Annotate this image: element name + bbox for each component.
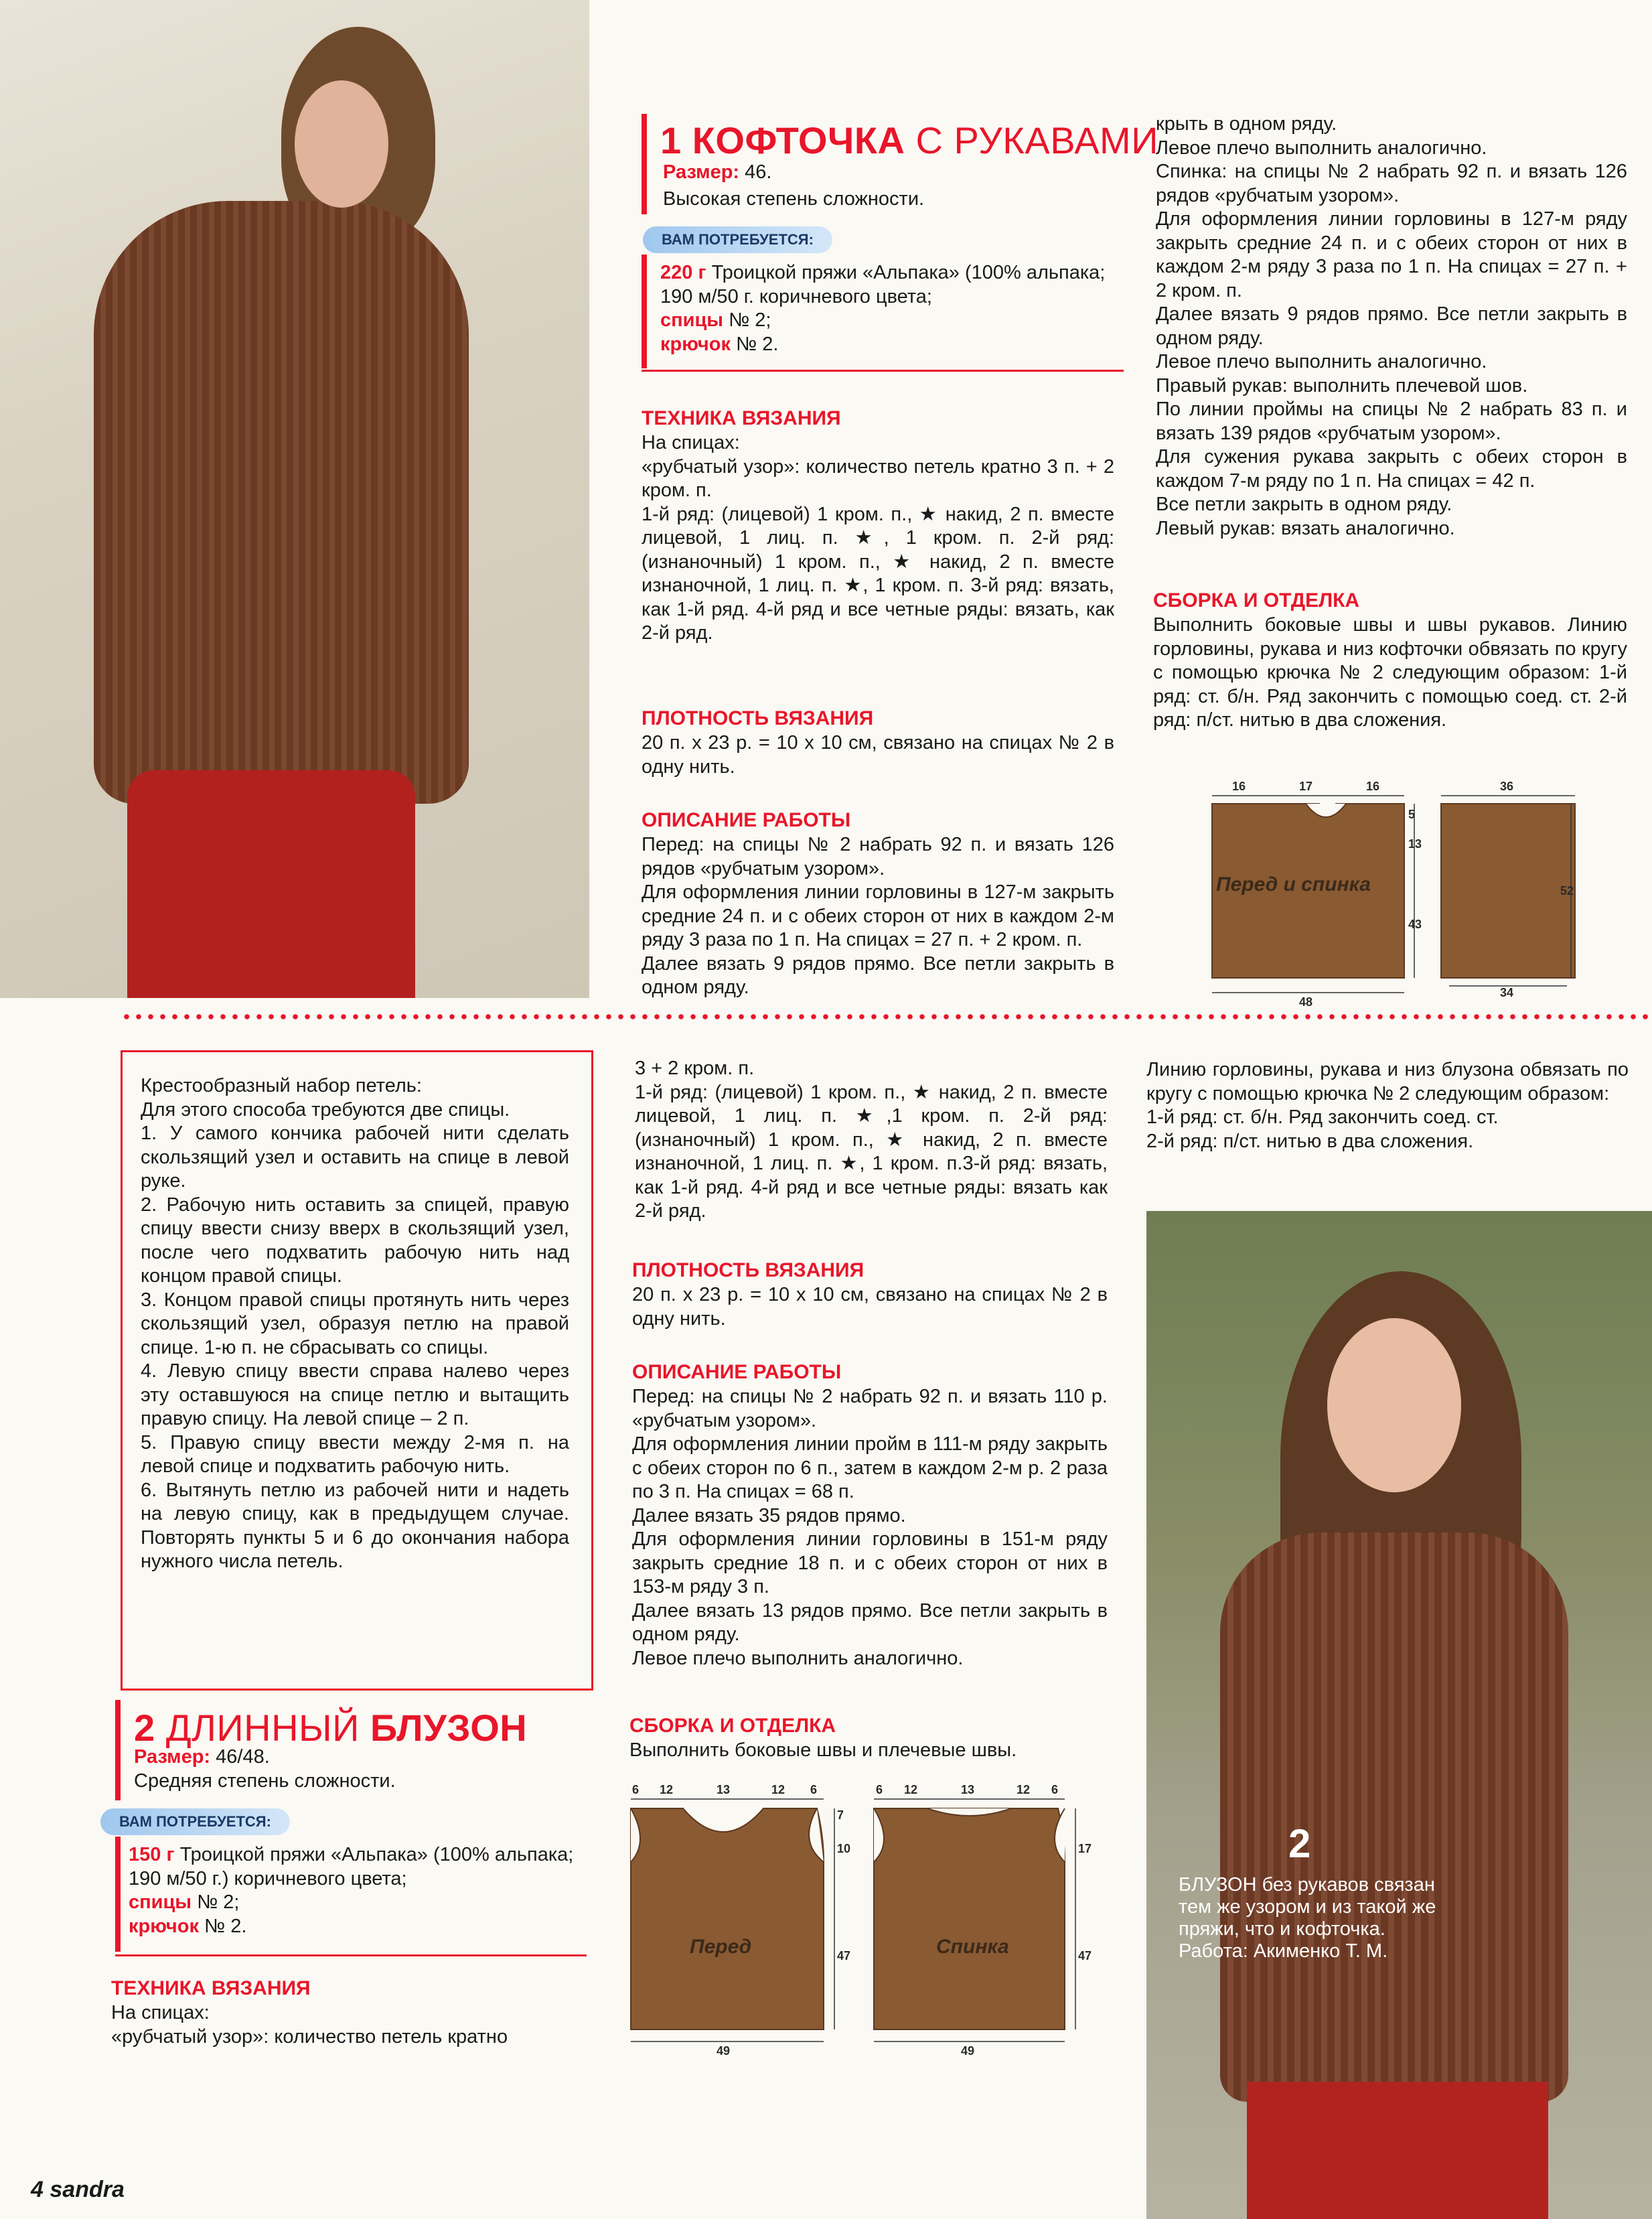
magazine-brand: sandra (50, 2177, 125, 2202)
density-head-1: ПЛОТНОСТЬ ВЯЗАНИЯ (642, 707, 874, 729)
work-head-2: ОПИСАНИЕ РАБОТЫ (632, 1361, 842, 1383)
schema2-back-dim-3: 13 (961, 1783, 975, 1796)
schema2-back-dim-5: 6 (1051, 1783, 1059, 1796)
schema2-label-back: Спинка (936, 1936, 1009, 1958)
project2-title: 2 ДЛИННЫЙ БЛУЗОН (134, 1707, 528, 1749)
schema2-dim-height: 47 (837, 1949, 851, 1962)
schema1-dim-sleeve-bottom: 34 (1500, 986, 1514, 999)
schema2-dim-width: 49 (717, 2044, 731, 2058)
technique-text-2: На спицах: «рубчатый узор»: количество петель кратно (111, 2002, 508, 2048)
schema2-dim-a: 7 (837, 1808, 844, 1822)
needs-bar-1 (642, 255, 647, 368)
technique-text-1: На спицах: «рубчатый узор»: количество петель кратно 3 п. + 2 кром. п. 1-й ряд: (лицевой) 1 кром. п., ★ накид, 2 п. вместе лицевой, 1 лиц. п. ★, 1 кром. п. 2-й ряд: (изнаночный) 1 кром. п., ★ накид, 2 п. вместе изнаночной, 1 лиц. п. ★, 1 кром. п. 3-й ряд: вязать, как 1-й ряд. 4-й ряд и все четные ряды: вязать, как 2-й ряд. (642, 432, 1114, 644)
schema2-back-dim-4: 12 (1017, 1783, 1031, 1796)
schema2-dim-1: 6 (632, 1783, 640, 1796)
project1-size: Размер: 46. (663, 161, 772, 183)
schema1-dim-sleeve-length: 52 (1560, 884, 1574, 898)
schema2-dim-b: 10 (837, 1842, 851, 1855)
cast-on-text: Крестообразный набор петель: Для этого способа требуются две спицы. 1. У самого кончика рабочей нити сделать скользящий узел и оставить на спице в левой руке. 2. Рабочую нить оставить за спицей, правую спицу ввести снизу вверх в скользящий узел, после чего подхватить рабочую нить над концом правой спицы. 3. Концом правой спицы протянуть нить через скользящий узел, образуя петлю на правой спице. 1-ю п. не сбрасывать со спицы. 4. Левую спицу ввести справа налево через эту оставшуюся на спице петлю и вытащить правую спицу. На левой спице – 2 п. 5. Правую спицу ввести между 2-мя п. на левой спице и подхватить рабочую нить. 6. Вытянуть петлю из рабочей нити и надеть на левую спицу, как в предыдущем случае. Повторять пункты 5 и 6 до окончания набора нужного числа петель. (141, 1075, 569, 1572)
project1-materials: 220 г Троицкой пряжи «Альпака» (100% альпака; 190 м/50 г. коричневого цвета; спицы № 2; крючок № 2. (660, 262, 1106, 355)
title-bar-1 (642, 114, 647, 214)
model-sweater (94, 201, 469, 804)
caption-number: 2 (1288, 1821, 1311, 1866)
project2-materials: 150 г Троицкой пряжи «Альпака» (100% альпака; 190 м/50 г.) коричневого цвета; спицы № 2; крючок № 2. (129, 1844, 574, 1937)
title-bar-2 (115, 1700, 121, 1800)
model2-pants (1247, 2082, 1548, 2219)
needs-rule-2 (115, 1954, 587, 1956)
project2-difficulty: Средняя степень сложности. (134, 1770, 396, 1792)
schema-1 (1205, 780, 1580, 1011)
schema2-dim-back-top: 17 (1078, 1842, 1092, 1855)
needs-rule-1 (642, 370, 1124, 372)
schema1-dim-width: 48 (1299, 995, 1313, 1009)
schema2-back-dim-height: 47 (1078, 1949, 1092, 1962)
schema2-label-front: Перед (690, 1936, 752, 1958)
model2-face (1327, 1318, 1461, 1492)
photo-model-2 (1146, 1211, 1652, 2219)
project2-size: Размер: 46/48. (134, 1746, 270, 1768)
density-text-1: 20 п. х 23 р. = 10 х 10 см, связано на спицах № 2 в одну нить. (642, 732, 1114, 778)
schema1-dim-armhole: 13 (1408, 837, 1422, 851)
work-text-1: Перед: на спицы № 2 набрать 92 п. и вязать 126 рядов «рубчатым узором». Для оформления линии горловины в 127-м закрыть средние 24 п. и с обеих сторон от них в каждом 2-м ряду 3 раза по 1 п. На спицах = 27 п. + 2 кром. п. Далее вязать 9 рядов прямо. Все петли закрыть в одном ряду. (642, 834, 1114, 998)
technique-head-2: ТЕХНИКА ВЯЗАНИЯ (111, 1977, 311, 1999)
schema-1-drawing (1205, 784, 1580, 1011)
schema-2-drawing (623, 1782, 1105, 2063)
schema2-dim-3: 13 (717, 1783, 731, 1796)
project2-col2-top: 3 + 2 кром. п. 1-й ряд: (лицевой) 1 кром. п., ★ накид, 2 п. вместе лицевой, 1 лиц. п. ★,1 кром. п. 2-й ряд: (изнаночный) 1 кром. п., ★ накид, 2 п. вместе изнаночной, 1 лиц. п. ★, 1 кром. п.3-й ряд: вязать, как 1-й ряд. 4-й ряд и все четные ряды: вязать как 2-й ряд. (635, 1058, 1108, 1222)
assembly-text-1: Выполнить боковые швы и швы рукавов. Линию горловины, рукава и низ кофточки обвязать по кругу с помощью крючка № 2 следующим образом: 1-й ряд: ст. б/н. Ряд закончить с помощью соед. ст. 2-й ряд: п/ст. нитью в два сложения. (1153, 614, 1627, 731)
assembly-head-2: СБОРКА И ОТДЕЛКА (629, 1715, 836, 1737)
needs-badge-1: ВАМ ПОТРЕБУЕТСЯ: (643, 226, 832, 253)
page-number: 4 (31, 2177, 44, 2202)
page-footer (31, 2177, 125, 2203)
schema-2 (623, 1782, 1105, 2063)
project1-col2-text: крыть в одном ряду. Левое плечо выполнить аналогично. Спинка: на спицы № 2 набрать 92 п. и вязать 126 рядов «рубчатым узором». Для оформления линии горловины в 127-м ряду закрыть средние 24 п. и с обеих сторон от них в каждом 2-м ряду 3 раза по 1 п. На спицах = 27 п. + 2 кром. п. Далее вязать 9 рядов прямо. Все петли закрыть в одном ряду. Левое плечо выполнить аналогично. Правый рукав: выполнить плечевой шов. По линии проймы на спицы № 2 набрать 83 п. и вязать 139 рядов «рубчатым узором». Для сужения рукава закрыть с обеих сторон в каждом 7-м ряду по 1 п. На спицах = 42 п. Все петли закрыть в одном ряду. Левый рукав: вязать аналогично. (1156, 113, 1627, 539)
schema2-back-dim-1: 6 (876, 1783, 883, 1796)
section-divider (121, 1014, 1652, 1019)
model-face (295, 80, 388, 208)
assembly-text-2: Выполнить боковые швы и плечевые швы. (629, 1739, 1017, 1761)
schema2-back-dim-2: 12 (904, 1783, 918, 1796)
project1-title: 1 КОФТОЧКА С РУКАВАМИ (660, 119, 1158, 161)
technique-head-1: ТЕХНИКА ВЯЗАНИЯ (642, 407, 841, 429)
schema2-dim-4: 12 (771, 1783, 785, 1796)
schema1-dim-shoulder-right: 16 (1366, 780, 1380, 793)
project1-difficulty: Высокая степень сложности. (663, 188, 925, 210)
schema1-dim-height: 43 (1408, 918, 1422, 931)
photo-caption: БЛУЗОН без рукавов связан тем же узором и из такой же пряжи, что и кофточка. Работа: Акименко Т. М. (1179, 1874, 1436, 1962)
schema1-label-front: Перед и спинка (1216, 873, 1371, 896)
schema2-dim-5: 6 (810, 1783, 818, 1796)
photo-model-1 (0, 0, 589, 998)
model-pants (127, 770, 415, 998)
needs-bar-2 (115, 1837, 121, 1952)
assembly-head-1: СБОРКА И ОТДЕЛКА (1153, 589, 1360, 612)
work-head-1: ОПИСАНИЕ РАБОТЫ (642, 809, 851, 831)
schema1-dim-neck: 17 (1299, 780, 1313, 793)
schema2-dim-2: 12 (660, 1783, 674, 1796)
density-head-2: ПЛОТНОСТЬ ВЯЗАНИЯ (632, 1259, 865, 1281)
schema1-dim-neck-depth: 5 (1408, 808, 1416, 821)
work-text-2: Перед: на спицы № 2 набрать 92 п. и вязать 110 р. «рубчатым узором». Для оформления линии пройм в 111-м ряду закрыть с обеих сторон по 6 п., затем в каждом 2-м р. 2 раза по 3 п. На спицах = 68 п. Далее вязать 35 рядов прямо. Для оформления линии горловины в 151-м ряду закрыть средние 18 п. и с обеих сторон от них в 153-м ряду 3 п. Далее вязать 13 рядов прямо. Все петли закрыть в одном ряду. Левое плечо выполнить аналогично. (632, 1386, 1108, 1669)
schema1-dim-sleeve-top: 36 (1500, 780, 1514, 793)
model2-tunic (1220, 1532, 1568, 2102)
schema1-dim-shoulder-left: 16 (1232, 780, 1246, 793)
project2-col3-text: Линию горловины, рукава и низ блузона обвязать по кругу с помощью крючка № 2 следующим образом: 1-й ряд: ст. б/н. Ряд закончить соед. ст. 2-й ряд: п/ст. нитью в два сложения. (1146, 1059, 1629, 1152)
needs-badge-2: ВАМ ПОТРЕБУЕТСЯ: (100, 1808, 290, 1835)
density-text-2: 20 п. х 23 р. = 10 х 10 см, связано на спицах № 2 в одну нить. (632, 1284, 1108, 1330)
schema2-back-dim-width: 49 (961, 2044, 975, 2058)
